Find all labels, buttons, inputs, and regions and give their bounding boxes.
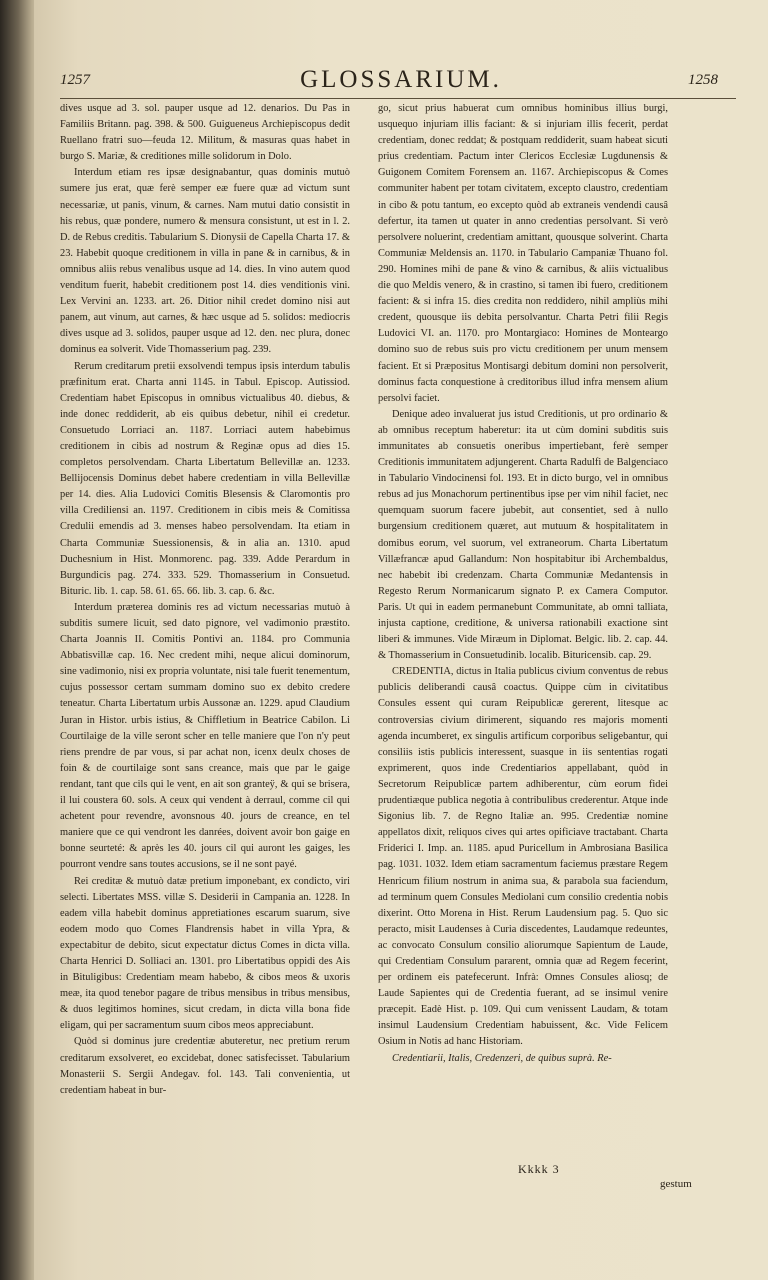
running-title: GLOSSARIUM. [300,66,502,93]
paragraph: Denique adeo invaluerat jus istud Creditionis, ut pro ordinario & ab omnibus receptum haberetur: ita ut cùm domini subditis suis immunitates ab consuetis oneribus impertiebant, ferè semper Creditionis immunitatem adjungerent. Charta Radulfi de Balgenciaco in Tabulario Vindocinensi fol. 193. Et in dicto burgo, vel in omnibus rebus ad jus Monachorum pertinentibus ipse per vim nihil faciet, nec quemquam suorum facere jubebit, aut consentiet, sed à nullo burgensium creditionem quæret, aut mutuum & hospitalitatem in domibus eorum, vel suorum, vel extraneorum. Charta Libertatum Villæfrancæ apud Gallandum: Non hospitabitur ibi Archembaldus, nec habebit ibi credenzam. Charta Communiæ Medantensis in Regesto Rerum Normanicarum signato P. ex Camera Computor. Paris. Ut qui in eadem permanebunt Communitate, ab omni talliata, injusta captione, creditione, & universa rationabili exactione sint liberi & immunes. Vide Miræum in Diplomat. Belgic. lib. 2. cap. 44. & Thomasserium in Consuetudinib. localib. Bituricensib. cap. 29. [378,408,668,662]
paragraph: go, sicut prius habuerat cum omnibus hominibus illius burgi, usquequo injuriam illis faciant: & si injuriam illis fecerit, perdat credentiam, donec reddat; & postquam reddiderit, suam habeat sicuti prius credentiam. Pactum inter Clericos Ecclesiæ Lugdunensis & Guigonem Comitem Forensem an. 1167. Archiepiscopus & Comes communiter habent per totam civitatem, excepto claustro, credentiam in cibo & potu tantum, eo excepto quòd ab extraneis vendendi causâ defertur, ita tamen ut quater in anno credentias persolvant. Si verò persolvere noluerint, credentiam amittant, quousque solverint. Charta Communiæ Meldensis an. 1170. in Tabulario Campaniæ Thuano fol. 290. Homines mihi de pane & vino & carnibus, & aliis victualibus die quo Meldis venero, & in crastino, si tamen ibi fuero, creditionem facient: & si infra 15. dies credita non reddidero, nihil ampliùs mihi credent, quousque iis debita persolvantur. Charta Petri filii Regis Ludovici VI. an. 1170. pro Montargiaco: Homines de Monteargo domino suo de rebus suis pro victu creditionem per unum mensem facient. Et si Præpositus Montisargi debitum domini non persolverit, dominus facta conquestione à creditoribus illud infra mensem alium persolvi faciet. [378,103,668,404]
paragraph: Interdum præterea dominis res ad victum necessarias mutuò à subditis sumere licuit, sed dato pignore, vel vadimonio præstito. Charta Joannis II. Comitis Pontivi an. 1184. pro Communia Abbatisvillæ cap. 16. Nec credent mihi, neque alicui dominorum, sine vadimonio, nisi ex propria voluntate, nisi tale fuerit tenementum, cujus possessor certam summam domino suo ex debito credere teneatur. Charta Libertatum urbis Aussonæ an. 1229. apud Claudium Juran in Histor. urbis istius, & Chiffletium in Beatrice Cabilon. Li Courtilaige de la ville seront scher en telle maniere que l'on n'y peut riens prendre de par vous, si par achat non, icenx deulx choses de foin & de courtilaige sont sans creance, mais que par le gaige rendant, tant que cils qui le vent, en ait son granteÿ, & qui se brisera, il lui coustera 60. sols. A ceux qui vendent à derraul, comme cil qui achetent pour revendre, avonsnous 40. jours de creance, en tel maniere que ce qui vendront les danrées, doivent avoir bon gaige en bonne seurteté: & après les 40. jours cil qui auront les gaiges, les pourront vendre sans toutes accusions, se il ne sont payé. [60,601,350,871]
paragraph: Credentiarii, Italis, Credenzeri, de quibus suprà. Re- [392,1052,612,1064]
book-page [34,0,768,1280]
paragraph: Quòd si dominus jure credentiæ abuteretur, nec pretium rerum creditarum exsolveret, eo excidebat, donec satisfecisset. Tabularium Monasterii S. Sergii Andegav. fol. 143. Tali convenientia, ut credentiam habeat in bur- [60,1036,350,1096]
header-rule [60,98,736,99]
paragraph: CREDENTIA, dictus in Italia publicus civium conventus de rebus publicis deliberandi causâ coactus. Quippe cùm in civitatibus Consules essent qui curam Reipublicæ gererent, litesque ac controversias civium dirimerent, siquando res majoris momenti agenda incumberet, ex singulis artificum corporibus seligebantur, qui consiliis istis publicis interessent, suasque in iis sententias rogati exprimerent, quos inde Credentiarios appellabant, quòd in Secretorum Reipublicæ partem adhiberentur, cùm eorum fidei prudentiæque publica negotia à contribulibus crederentur. Atque inde Sigonius lib. 7. de Regno Italiæ an. 995. Credentiæ nomine appellatos dixit, reliquos cives qui artes opificiave tractabant. Charta Friderici I. Imp. an. 1185. apud Puricellum in Ambrosiana Basilica pag. 1031. 1032. Idem etiam sacramentum faciemus præstare Regem Henricum filium nostrum in anima sua, & parabola sua faciendum, ad terminum quem Consules Mediolani cum consilio credentia nobis dixerint. Otto Morena in Hist. Rerum Laudensium pag. 5. Quo sic peracto, misit Laudenses à Curia discedentes, Laudamque redeuntes, ac convocato Consulum consilio aliorumque Sapientum de Laude, qui Credentiam Consulum pararent, omnia quæ ad Regem fecerint, per ordinem eis patefecerunt. Infrà: Omnes Consules aliosq; de Laude Sapientes qui de Credentia fuerant, ad se insimul venire præcepit. Eadè Hist. p. 109. Qui cum venissent Laudam, & totam insimul Laudensium Credentiam habuissent, &c. Vide Felicem Osium in Notis ad hanc Historiam. [378,666,668,1048]
running-header [34,66,768,100]
catchword: gestum [660,1178,692,1190]
text-column-right [378,101,668,1161]
paragraph: Rerum creditarum pretii exsolvendi tempus ipsis interdum tabulis præfinitum erat. Charta anni 1145. in Tabul. Episcop. Autissiod. Credentiam habet Episcopus in omnibus victualibus 40. diebus, & inde donec reddiderit, ab eis quibus debetur, nihil ei credetur. Consuetudo Lorriaci an. 1187. Lorriaci autem habebimus creditionem in cibis ad nostrum & Reginæ opus ad dies 15. completos persolvendam. Charta Libertatum Bellevillæ an. 1233. Bellijocensis Dominus debet habere credentiam in villa Bellevillæ per 14. dies. Alia Ludovici Comitis Blesensis & Claromontis pro villa Crediliensi an. 1197. Creditionem in cibis meis & Comitissa Credulii emendis ad 3. menses habeo persolvendam. Ita etiam in Charta Communiæ Suessionensis, & in alia an. 1310. apud Duchesnium in Hist. Monmorenc. pag. 339. Adde Perardum in Burgundicis pag. 274. 333. 529. Thomasserium in Consuetud. Bituric. lib. 1. cap. 58. 61. 65. 66. lib. 3. cap. 6. &c. [60,360,350,597]
paragraph: Rei creditæ & mutuò datæ pretium imponebant, ex condicto, viri selecti. Libertates MSS. villæ S. Desiderii in Campania an. 1228. In eadem villa habebit dominus appretiationes escarum suarum, sive eodem modo quo Comes Flandrensis habet in villa Ypra, & expectabitur de debito, sicut expectatur dictus Comes in dicta villa. Charta Henrici D. Solliaci an. 1301. pro Libertatibus oppidi des Ais in Bituligibus: Credentiam meam habebo, & cibos meos & uxoris meæ, ita quod tenebor pagare de tribus mensibus in tribus mensibus, & duos legitimos homines, sicut credam, in dicta villa bona fide eligam, qui per sacramentum suum cibos meos appreciabunt. [60,875,350,1032]
page-number-right: 1258 [688,72,718,88]
signature-mark: Kkkk 3 [518,1162,560,1176]
text-column-left [60,101,350,1161]
paragraph: dives usque ad 3. sol. pauper usque ad 12. denarios. Du Pas in Familiis Britann. pag. 398. & 500. Guigueneus Archiepiscopus dedit Ruellano fratri suo—feuda 12. Militum, & masuras quas habet in burgo S. Mariæ, & creditiones mille solidorum in Dolo. [60,103,350,163]
paragraph: Interdum etiam res ipsæ designabantur, quas dominis mutuò sumere jus erat, quæ ferè semper eæ fuere quæ ad victum sunt necessariæ, ut panis, vinum, & carnes. Nam mutui datio consistit in his rebus, quæ pondere, numero & mensura consistunt, ut est in l. 2. D. de Rebus creditis. Tabularium S. Dionysii de Capella Charta 17. & 23. Habebit quoque creditionem in villa in pane & in carnibus, & in omnibus aliis rebus venalibus usque ad 14. dies. In vino autem quod venditum fuerit, habebit creditionem post 14. dies venditionis vini. Lex Vervini an. 1233. art. 26. Ditior nihil credet domino nisi aut panem, aut vinum, aut carnes, & hæc usque ad 5. solidos: mediocris dives usque ad 3. solidos, pauper usque ad 12. den. nec plura, donec dominus ea solverit. Vide Thomasserium pag. 239. [60,167,350,356]
page-number-left: 1257 [60,72,90,88]
